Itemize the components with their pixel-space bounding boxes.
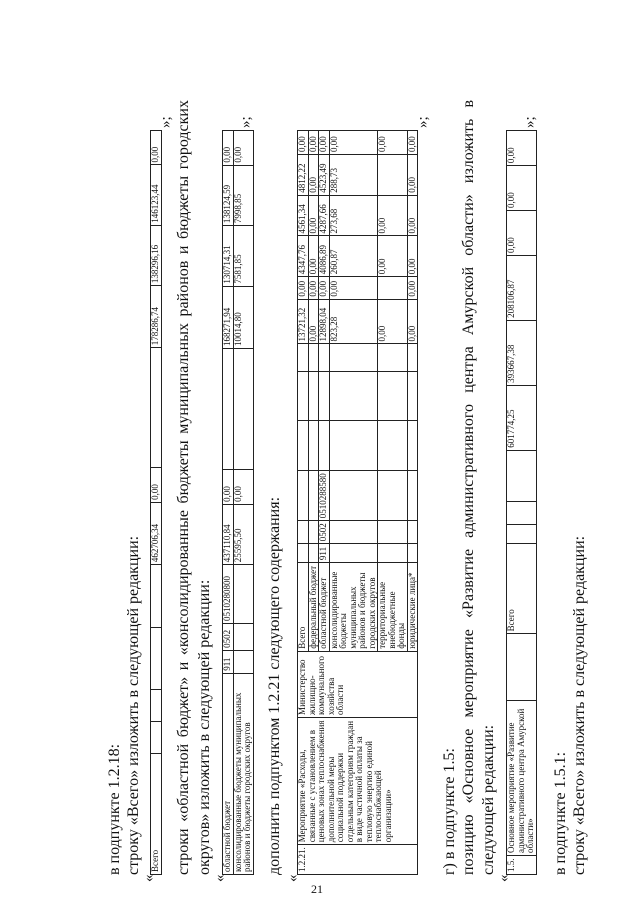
table-cell: 0502 (319, 521, 330, 544)
table-cell: 0,00 (223, 131, 234, 166)
table-cell: 146123,44 (151, 165, 162, 225)
table-cell (407, 344, 418, 371)
table-cell (378, 277, 408, 299)
table-cell: 7581,85 (233, 226, 253, 286)
table-cell: 911 (319, 544, 330, 563)
section2-line1: строки «областной бюджет» и «консолидированные бюджеты муниципальных районов и бюджеты городских (175, 100, 192, 875)
table-cell: 0,00 (407, 277, 418, 299)
section2-close-quote: »; (238, 116, 254, 128)
table-cell: 10014,80 (233, 286, 253, 348)
table-cell: 4523,49 (319, 155, 330, 196)
table-cell: областной бюджет (319, 563, 330, 652)
table-cell (329, 544, 378, 563)
table-cell (151, 690, 162, 722)
table-cell (223, 348, 234, 469)
table-cell: 4347,76 (298, 236, 309, 277)
table-cell (329, 344, 378, 371)
table-cell: 130714,31 (223, 226, 234, 286)
table-cell: 0,00 (329, 131, 378, 155)
table-cell: 0,00 (378, 195, 408, 236)
table-cell: Всего (151, 753, 162, 874)
table-cell: 4287,66 (319, 195, 330, 236)
table-cell: 1.2.21. (298, 845, 418, 875)
table-row (223, 131, 234, 875)
table-cell: 1.5. (507, 856, 537, 875)
table-cell (308, 544, 319, 563)
table-cell: 273,68 (329, 195, 378, 236)
table-cell (308, 371, 319, 420)
table-cell (378, 544, 408, 563)
table-cell (308, 470, 319, 521)
section1-close-quote: »; (158, 116, 174, 128)
table-cell: 0,00 (233, 470, 253, 505)
table-cell: 0,00 (308, 155, 319, 196)
table-cell (298, 371, 309, 420)
table-cell: Всего (507, 543, 537, 634)
table-cell: 462706,34 (151, 502, 162, 564)
table-cell: 0,00 (507, 211, 537, 256)
table-cell: Всего (298, 563, 309, 652)
table-cell: 138124,59 (223, 165, 234, 225)
table-cell (308, 421, 319, 470)
section4-open-quote: « (496, 874, 512, 882)
table-cell (319, 344, 330, 371)
table-cell: 0,00 (378, 299, 408, 344)
table-cell (308, 344, 319, 371)
table-cell (507, 634, 537, 701)
table-cell: 4561,34 (298, 195, 309, 236)
table-cell: 0,00 (329, 277, 378, 299)
section4-intro: г) в подпункте 1.5: (441, 748, 458, 875)
table-cell (151, 722, 162, 754)
section1-intro: в подпункте 1.2.18: (106, 743, 123, 875)
table-cell: 0,00 (407, 131, 418, 155)
table-cell (151, 627, 162, 690)
table-cell: 0,00 (308, 236, 319, 277)
table-cell: 0,00 (507, 166, 537, 211)
table-cell: консолидированные бюджеты муниципальных районов и бюджеты городских округов (233, 673, 253, 874)
table-row (507, 131, 537, 875)
section2-open-quote: « (212, 874, 228, 882)
table-cell: Основное мероприятие «Развитие административного центра Амурской области» (507, 701, 537, 856)
table-cell: 0,00 (223, 470, 234, 505)
section5-intro2: строку «Всего» изложить в следующей редакции: (571, 535, 588, 875)
section3-intro: дополнить подпунктом 1.2.21 следующего содержания: (266, 496, 283, 875)
table-cell: 0510288580 (319, 470, 330, 521)
section2-line2: округов» изложить в следующей редакции: (196, 579, 213, 875)
table-cell (298, 521, 309, 544)
table-cell (507, 524, 537, 543)
table-cell: 0,00 (308, 131, 319, 155)
table-cell (308, 521, 319, 544)
table-cell (407, 421, 418, 470)
page-number: 21 (311, 882, 323, 896)
table-cell (378, 344, 408, 371)
section1-table (150, 130, 162, 875)
table-cell: 0,00 (298, 277, 309, 299)
table-cell: 0,00 (233, 131, 253, 166)
table-cell: 138296,16 (151, 225, 162, 285)
table-cell (407, 521, 418, 544)
table-cell: 601774,25 (507, 385, 537, 450)
table-cell: 168271,94 (223, 286, 234, 348)
table-cell: 4086,89 (319, 236, 330, 277)
table-cell: 393667,38 (507, 320, 537, 385)
table-cell: 0,00 (378, 131, 408, 155)
table-cell: 0,00 (378, 236, 408, 277)
table-cell (298, 544, 309, 563)
table-cell (329, 470, 378, 521)
table-cell (319, 421, 330, 470)
table-cell: 0,00 (308, 195, 319, 236)
table-cell: 178286,74 (151, 286, 162, 348)
table-cell (507, 450, 537, 501)
table-cell (329, 371, 378, 420)
table-cell (378, 421, 408, 470)
section1-open-quote: « (141, 874, 157, 882)
table-cell: 0,00 (298, 131, 309, 155)
table-cell (329, 521, 378, 544)
table-cell (233, 650, 253, 673)
table-cell: консолидированные бюджеты муниципальных районов и бюджеты городских округов (329, 563, 378, 652)
table-cell: 0,00 (308, 299, 319, 344)
measure-cell: Мероприятие «Расходы, связанные с установлением в ценовых зонах теплоснабжения дополнительной меры социальной поддержки отдельным категориям граждан в виде частичной оплаты за тепловую энергию единой теплоснабжающей организации» (298, 717, 418, 844)
table-cell: юридические лица* (407, 563, 418, 652)
table-cell: 0510280800 (223, 565, 234, 624)
table-cell: 12898,04 (319, 299, 330, 344)
table-cell: 823,28 (329, 299, 378, 344)
table-cell (298, 344, 309, 371)
table-cell: 0,00 (151, 468, 162, 502)
table-cell (378, 155, 408, 196)
table-cell: 0,00 (407, 236, 418, 277)
table-cell (507, 501, 537, 524)
table-cell (319, 371, 330, 420)
table-cell (233, 348, 253, 469)
section1-intro2: строку «Всего» изложить в следующей редакции: (125, 535, 142, 875)
table-cell: 0,00 (407, 299, 418, 344)
table-cell (298, 470, 309, 521)
table-cell: федеральный бюджет (308, 563, 319, 652)
table-cell: 0,00 (407, 195, 418, 236)
table-cell: 0502 (223, 624, 234, 651)
table-cell: 0,00 (407, 155, 418, 196)
table-cell: областной бюджет (223, 673, 234, 874)
executor-cell: Министерство жилищно-коммунального хозяйства области (298, 651, 418, 717)
table-cell (233, 624, 253, 651)
table-cell: 0,00 (319, 131, 330, 155)
section4-line2: следующей редакции: (480, 724, 497, 875)
table-cell (378, 371, 408, 420)
table-cell (233, 565, 253, 624)
section4-close-quote: »; (522, 116, 538, 128)
table-cell (329, 421, 378, 470)
table-cell: 208106,87 (507, 255, 537, 320)
table-cell: 25595,50 (233, 504, 253, 564)
section3-table (297, 130, 418, 875)
section3-open-quote: « (285, 874, 301, 882)
table-cell: 288,73 (329, 155, 378, 196)
table-cell (378, 521, 408, 544)
section4-line1: позицию «Основное мероприятие «Развитие административного центра Амурской области» изложить в (460, 100, 477, 875)
table-cell (407, 544, 418, 563)
table-cell: 0,00 (308, 277, 319, 299)
table-cell (151, 348, 162, 468)
table-row (233, 131, 253, 875)
table-cell (151, 565, 162, 628)
table-cell (407, 371, 418, 420)
table-cell: 437110,84 (223, 504, 234, 564)
table-cell: 911 (223, 650, 234, 673)
table-row (298, 131, 309, 875)
section5-intro: в подпункте 1.5.1: (552, 751, 569, 875)
table-cell: 7998,85 (233, 165, 253, 225)
table-cell (298, 421, 309, 470)
table-cell (407, 470, 418, 521)
section2-table (222, 130, 254, 875)
table-cell (378, 470, 408, 521)
table-cell: 0,00 (507, 131, 537, 166)
section4-table (506, 130, 537, 875)
table-cell: 0,00 (151, 131, 162, 166)
section3-close-quote: »; (415, 116, 431, 128)
table-cell: 13721,32 (298, 299, 309, 344)
table-row (151, 131, 162, 875)
table-cell: территориальные внебюджетные фонды (378, 563, 408, 652)
table-cell: 0,00 (319, 277, 330, 299)
table-cell: 4812,22 (298, 155, 309, 196)
table-cell: 260,87 (329, 236, 378, 277)
